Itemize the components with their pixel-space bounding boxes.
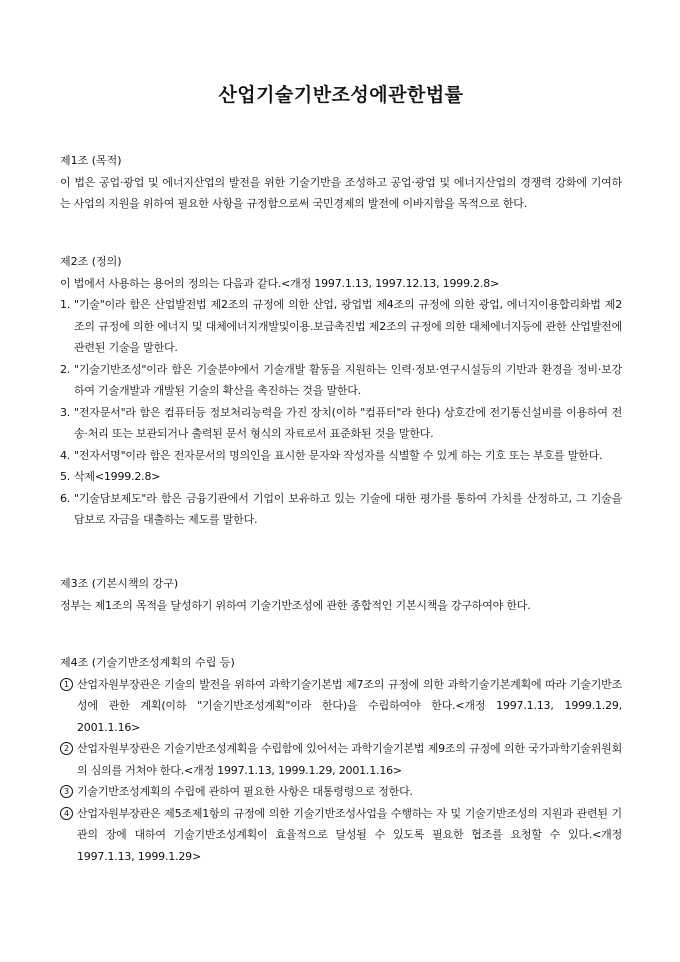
article-4: [60, 652, 622, 867]
item-number: 6.: [60, 491, 71, 505]
list-item: [60, 674, 622, 739]
item-text: "전자문서"라 함은 컴퓨터등 정보처리능력을 가진 장치(이하 "컴퓨터"라 한다) 상호간에 전기통신설비를 이용하여 전송·처리 또는 보관되거나 출력된 문서 형식의 자료로서 표준화된 것을 말한다.: [74, 405, 622, 440]
item-text: 삭제<1999.2.8>: [74, 470, 161, 483]
article-body: 이 법에서 사용하는 용어의 정의는 다음과 같다.<개정 1997.1.13, 1997.12.13, 1999.2.8>: [60, 276, 500, 290]
article-body: 이 법은 공업·광업 및 에너지산업의 발전을 위한 기술기반을 조성하고 공업·광업 및 에너지산업의 경쟁력 강화에 기여하는 사업의 지원을 위하여 필요한 사항을 규정함으로써 국민경제의 발전에 이바지함을 목적으로 한다.: [60, 175, 622, 210]
document-title: 산업기술기반조성에관한법률: [218, 84, 464, 106]
circled-number: 1: [60, 674, 77, 696]
item-number: 2.: [60, 362, 71, 376]
article-heading: 제1조 (목적): [60, 154, 122, 167]
list-item: [60, 466, 622, 488]
list-item: [60, 294, 622, 359]
list-item: [60, 738, 622, 781]
item-text: "기술"이라 함은 산업발전법 제2조의 규정에 의한 산업, 광업법 제4조의 규정에 의한 광업, 에너지이용합리화법 제2조의 규정에 의한 에너지 및 대체에너지개발및이용.보급촉진법 제2조의 규정에 의한 대체에너지등에 관한 산업발전에 관련된 기술을 말한다.: [74, 298, 622, 354]
circled-number: 3: [60, 781, 77, 803]
article-heading: 제4조 (기술기반조성계획의 수립 등): [60, 656, 235, 669]
article-heading: 제2조 (정의): [60, 255, 122, 268]
item-number: 1.: [60, 298, 71, 311]
circled-number: 2: [60, 738, 77, 760]
circled-number: 4: [60, 803, 77, 825]
list-item: [60, 445, 622, 467]
article-2: [60, 251, 622, 531]
item-number: 5.: [60, 470, 71, 483]
definition-list: [60, 294, 622, 531]
item-number: 3.: [60, 405, 71, 419]
item-text: 기술기반조성계획의 수립에 관하여 필요한 사항은 대통령령으로 정한다.: [77, 785, 413, 798]
item-text: "기술담보제도"라 함은 금융기관에서 기업이 보유하고 있는 기술에 대한 평가를 통하여 가치를 산정하고, 그 기술을 담보로 자금을 대출하는 제도를 말한다.: [74, 491, 622, 526]
item-text: 산업자원부장관은 기술의 발전을 위하여 과학기술기본법 제7조의 규정에 의한 과학기술기본계획에 따라 기술기반조성에 관한 계획(이하 "기술기반조성계획"이라 한다)을 수립하여야 한다.<개정 1997.1.13, 1999.1.29, 2001.1.16>: [77, 677, 622, 734]
list-item: [60, 803, 622, 868]
article-1: [60, 150, 622, 215]
list-item: [60, 359, 622, 402]
item-text: "기술기반조성"이라 함은 기술분야에서 기술개발 활동을 지원하는 인력·정보·연구시설등의 기반과 환경을 정비·보강하여 기술개발과 개발된 기술의 확산을 촉진하는 것을 말한다.: [74, 362, 622, 397]
list-item: [60, 488, 622, 531]
item-number: 4.: [60, 448, 71, 462]
item-text: "전자서명"이라 함은 전자문서의 명의인을 표시한 문자와 작성자를 식별할 수 있게 하는 기호 또는 부호를 말한다.: [74, 448, 603, 462]
paragraph-list: [60, 674, 622, 868]
article-3: [60, 573, 622, 616]
list-item: [60, 781, 622, 803]
list-item: [60, 402, 622, 445]
article-heading: 제3조 (기본시책의 강구): [60, 577, 179, 590]
item-text: 산업자원부장관은 기술기반조성계획을 수립함에 있어서는 과학기술기본법 제9조의 규정에 의한 국가과학기술위원회의 심의를 거쳐야 한다.<개정 1997.1.13, 1999.1.29, 2001.1.16>: [77, 742, 622, 777]
article-body: 정부는 제1조의 목적을 달성하기 위하여 기술기반조성에 관한 종합적인 기본시책을 강구하여야 한다.: [60, 598, 531, 612]
item-text: 산업자원부장관은 제5조제1항의 규정에 의한 기술기반조성사업을 수행하는 자 및 기술기반조성의 지원과 관련된 기관의 장에 대하여 기술기반조성계획이 효율적으로 달성될 수 있도록 필요한 협조를 요청할 수 있다.<개정 1997.1.13, 1999.1.29>: [77, 806, 622, 863]
